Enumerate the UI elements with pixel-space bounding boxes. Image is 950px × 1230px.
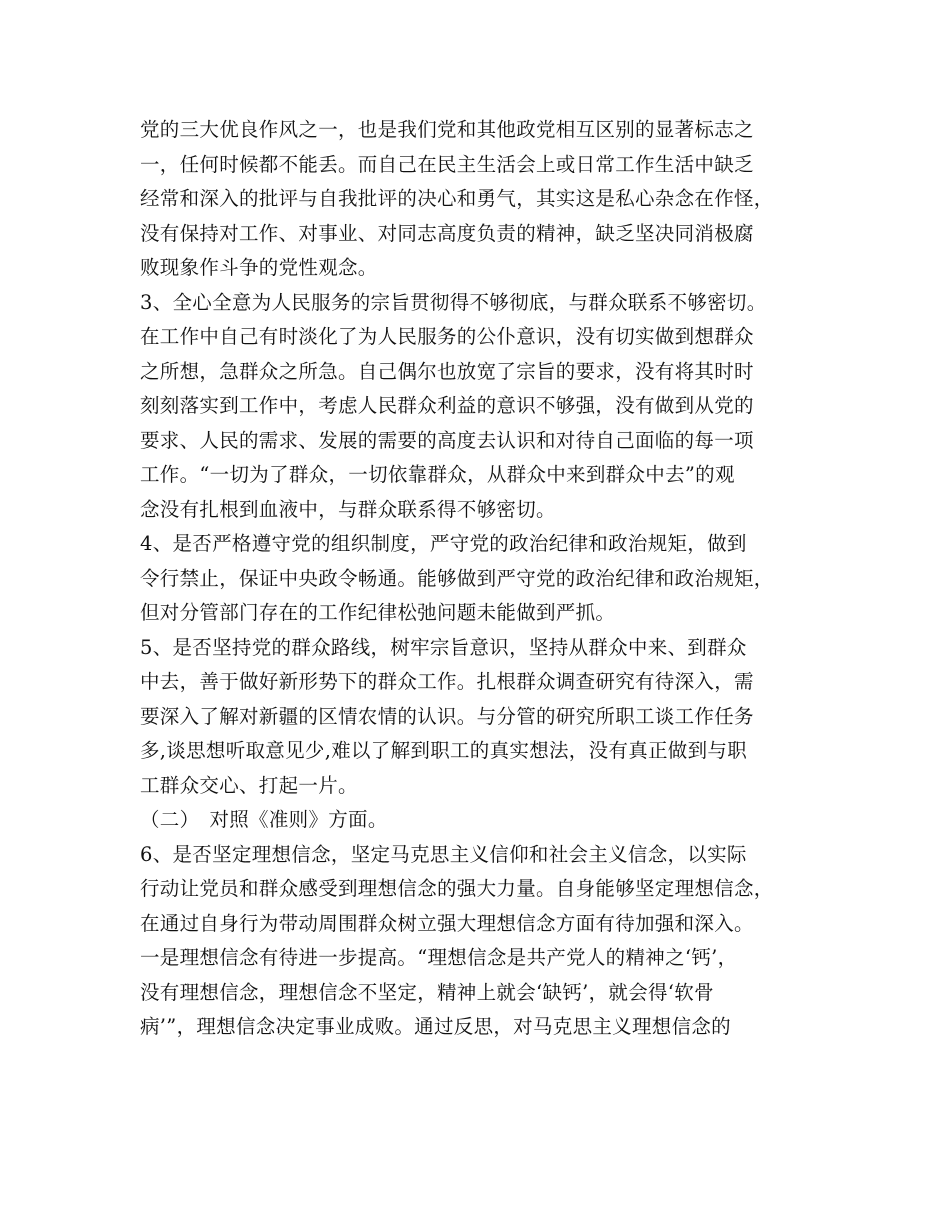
text-line: 4、是否严格遵守党的组织制度，严守党的政治纪律和政治规矩，做到 <box>140 532 747 555</box>
text-line: 要求、人民的需求、发展的需要的高度去认识和对待自己面临的每一项 <box>140 428 754 452</box>
text-line: 6、是否坚定理想信念，坚定马克思主义信仰和社会主义信念，以实际 <box>140 842 747 866</box>
text-line: 病’”，理想信念决定事业成败。通过反思，对马克思主义理想信念的 <box>140 1015 731 1038</box>
text-line: 在工作中自己有时淡化了为人民服务的公仆意识，没有切实做到想群众 <box>140 325 754 348</box>
text-line: 行动让党员和群众感受到理想信念的强大力量。自身能够坚定理想信念， <box>140 877 774 900</box>
text-line: 没有保持对工作、对事业、对同志高度负责的精神，缺乏坚决同消极腐 <box>140 221 754 245</box>
text-line: 一，任何时候都不能丢。而自己在民主生活会上或日常工作生活中缺乏 <box>140 152 754 176</box>
section-heading: （二） 对照《准则》方面。 <box>140 808 388 831</box>
text-line: 中去，善于做好新形势下的群众工作。扎根群众调查研究有待深入，需 <box>140 670 754 693</box>
text-line: 5、是否坚持党的群众路线，树牢宗旨意识，坚持从群众中来、到群众 <box>140 635 747 659</box>
text-line: 3、全心全意为人民服务的宗旨贯彻得不够彻底，与群众联系不够密切。 <box>140 290 767 314</box>
text-line: 没有理想信念，理想信念不坚定，精神上就会‘缺钙’，就会得‘软骨 <box>140 980 714 1004</box>
text-line: 但对分管部门存在的工作纪律松弛问题未能做到严抓。 <box>140 601 616 624</box>
text-line: 败现象作斗争的党性观念。 <box>140 256 378 279</box>
text-line: 要深入了解对新疆的区情农情的认识。与分管的研究所职工谈工作任务 <box>140 704 754 728</box>
text-line: 念没有扎根到血液中，与群众联系得不够密切。 <box>140 497 556 521</box>
text-line: 刻刻落实到工作中，考虑人民群众利益的意识不够强，没有做到从党的 <box>140 394 754 417</box>
text-line: 经常和深入的批评与自我批评的决心和勇气，其实这是私心杂念在作怪， <box>140 187 774 210</box>
text-line: 之所想，急群众之所急。自己偶尔也放宽了宗旨的要求，没有将其时时 <box>140 359 754 383</box>
text-line: 工作。“一切为了群众，一切依靠群众，从群众中来到群众中去”的观 <box>140 463 735 486</box>
text-line: 工群众交心、打起一片。 <box>140 773 358 797</box>
body-text <box>140 113 830 1045</box>
text-line: 一是理想信念有待进一步提高。“理想信念是共产党人的精神之‘钙’， <box>140 946 738 969</box>
text-line: 多,谈思想听取意见少,难以了解到职工的真实想法，没有真正做到与职 <box>140 739 747 762</box>
text-line: 党的三大优良作风之一，也是我们党和其他政党相互区别的显著标志之 <box>140 118 754 141</box>
text-line: 令行禁止，保证中央政令畅通。能够做到严守党的政治纪律和政治规矩， <box>140 566 774 590</box>
text-line: 在通过自身行为带动周围群众树立强大理想信念方面有待加强和深入。 <box>140 911 754 935</box>
